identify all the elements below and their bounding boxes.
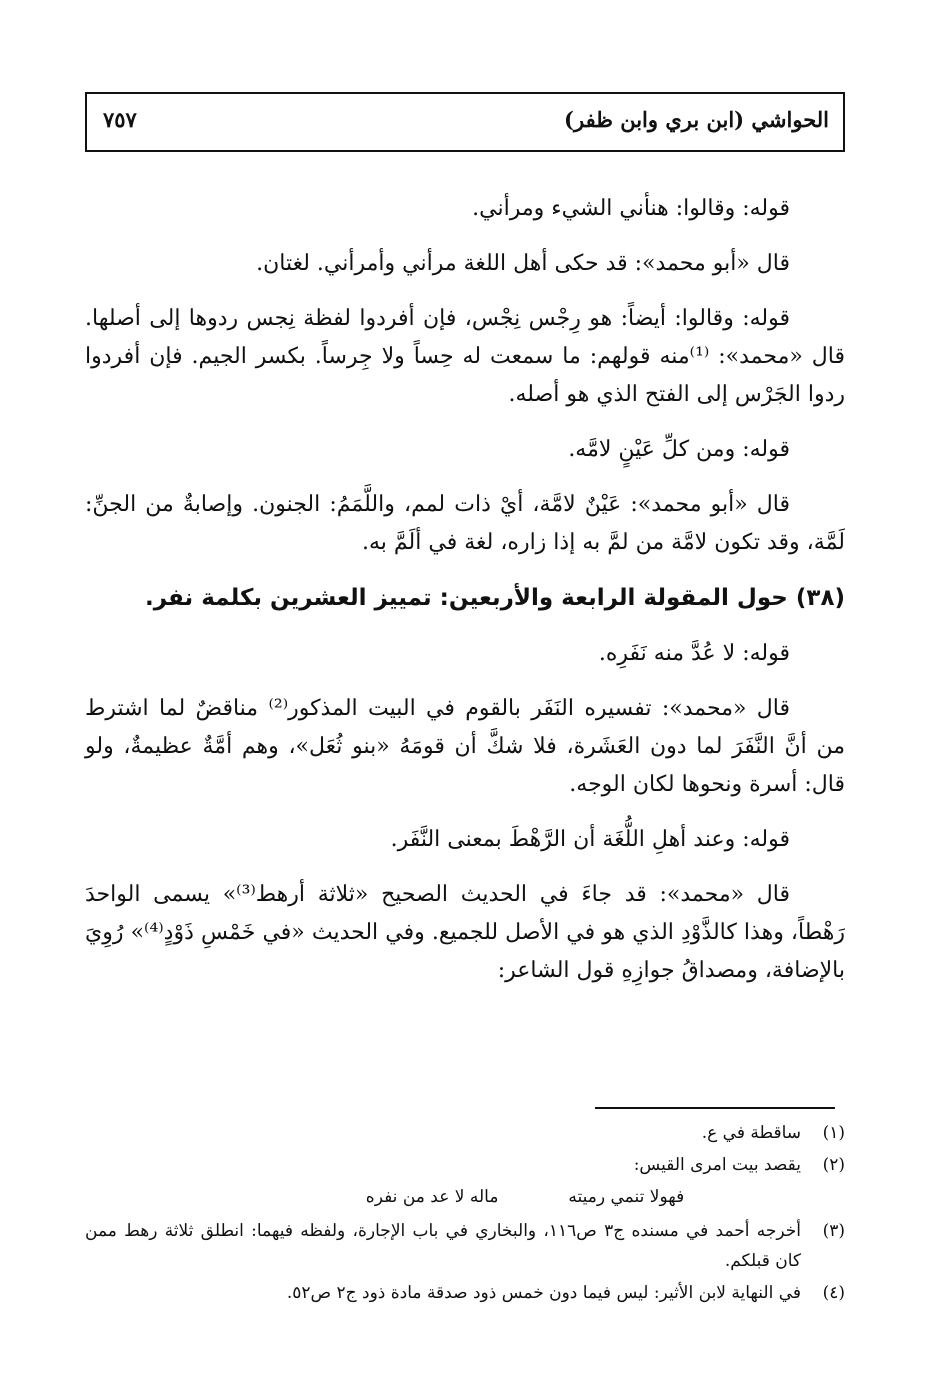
- footnote-number: (٤): [822, 1283, 845, 1303]
- footnote: [85, 1118, 845, 1148]
- running-title: الحواشي (ابن بري وابن ظفر): [564, 107, 829, 132]
- footnote-text: في النهاية لابن الأثير: ليس فيما دون خمس ذود صدقة مادة ذود ج٢ ص٥٢.: [286, 1283, 801, 1303]
- section-heading: (٣٨) حول المقولة الرابعة والأربعين: تمييز العشرين بكلمة نفر.: [144, 585, 845, 611]
- footnote-text: يقصد بيت امرى القيس:: [633, 1155, 801, 1175]
- paragraph: قال «أبو محمد»: قد حكى أهل اللغة مرأني وأمرأني. لغتان.: [256, 251, 790, 276]
- footnote-number: (١): [822, 1123, 845, 1143]
- footnotes: [85, 1118, 845, 1310]
- footnote: [85, 1278, 845, 1308]
- verse-second-hemistich: ماله لا عد من نفره: [365, 1187, 499, 1207]
- footnote-text: أخرجه أحمد في مسنده ج٣ ص١١٦، والبخاري في باب الإجارة، ولفظه فيهما: انطلق ثلاثة رهط ممن كان قبلكم.: [85, 1221, 801, 1271]
- footnote: [85, 1216, 845, 1276]
- footnote: [85, 1150, 845, 1180]
- paragraph: قوله: ومن كلِّ عَيْنٍ لامَّه.: [568, 437, 790, 462]
- poetry-verse: [85, 1182, 845, 1212]
- footnote-text: ساقطة في ع.: [701, 1123, 801, 1143]
- page-number: ٧٥٧: [103, 107, 137, 132]
- footnote-number: (٣): [822, 1221, 845, 1241]
- paragraph: قوله: وقالوا: أيضاً: هو رِجْس نِجْس، فإن أفردوا لفظة نِجس ردوها إلى أصلها. قال «محمد»: ⁽¹⁾منه قولهم: ما سمعت له حِساً ولا جِرساً. بكسر الجيم. فإن أفردوا ردوا الجَرْس إلى الفتح الذي هو أصله.: [85, 306, 845, 407]
- paragraph: قوله: لا عُدَّ منه نَفَرِه.: [598, 641, 790, 666]
- footnote-separator: [595, 1107, 835, 1109]
- verse-first-hemistich: فهولا تنمي رميته: [568, 1187, 685, 1207]
- paragraph: قال «أبو محمد»: عَيْنٌ لامَّة، أيْ ذات لمم، واللَّمَمُ: الجنون. وإصابةٌ من الجنِّ: لَمَّة، وقد تكون لامَّة من لمَّ به إذا زاره، لغة في ألَمَّ به.: [85, 492, 845, 555]
- running-header: [85, 92, 845, 152]
- paragraph: قال «محمد»: قد جاءَ في الحديث الصحيح «ثلاثة أرهط⁽³⁾» يسمى الواحدَ رَهْطاً، وهذا كالذَّوْدِ الذي هو في الأصل للجميع. وفي الحديث «في خَمْسِ ذَوْدٍ⁽⁴⁾» رُوِيَ بالإضافة، ومصداقُ جوازِهِ قول الشاعر:: [85, 882, 845, 983]
- footnote-number: (٢): [822, 1155, 845, 1175]
- paragraph: قوله: وعند أهلِ اللُّغَة أن الرَّهْطَ بمعنى النَّفَر.: [390, 827, 790, 852]
- paragraph: قوله: وقالوا: هنأني الشيء ومرأني.: [472, 196, 790, 221]
- paragraph: قال «محمد»: تفسيره النَفَر بالقوم في البيت المذكور⁽²⁾ مناقضٌ لما اشترط من أنَّ النَّفَرَ لما دون العَشَرة، فلا شكَّ أن قومَهُ «بنو ثُعَل»، وهم أمَّةٌ عظيمةٌ، ولو قال: أسرة ونحوها لكان الوجه.: [85, 696, 845, 797]
- main-text: [85, 190, 845, 1007]
